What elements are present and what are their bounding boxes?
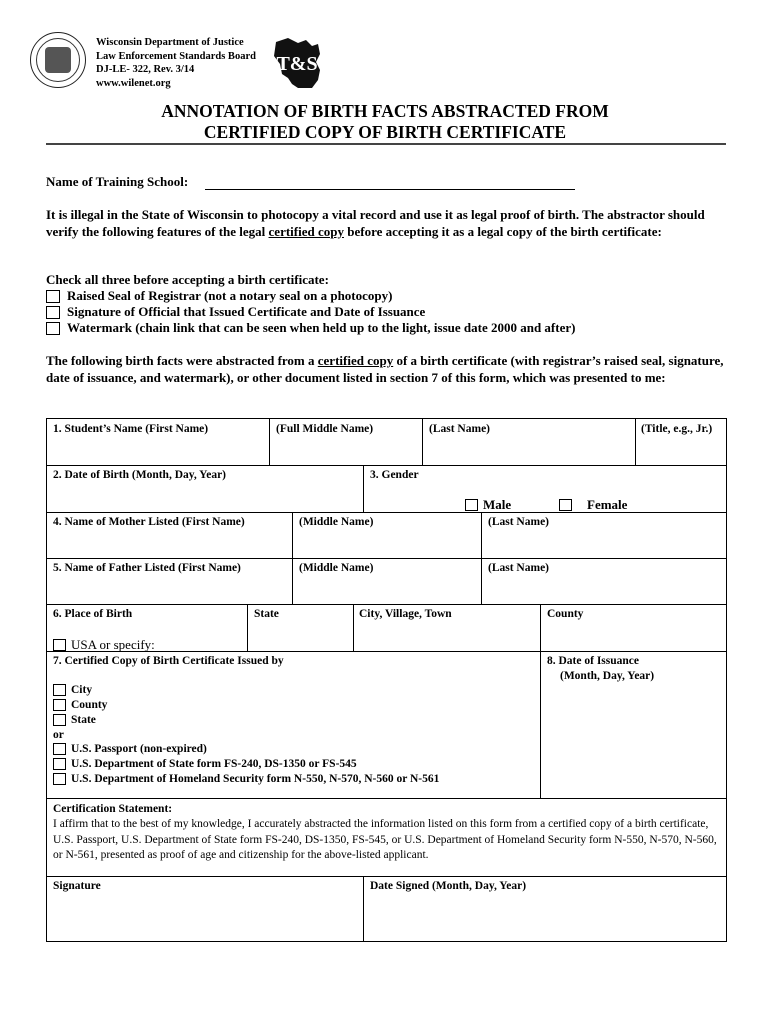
birth-county-label: County <box>547 608 584 620</box>
wisconsin-ts-logo <box>268 34 328 94</box>
certification-heading: Certification Statement: <box>53 803 173 815</box>
father-last-name-label: (Last Name) <box>488 562 549 574</box>
title-rule <box>46 143 726 145</box>
checkbox[interactable] <box>559 499 572 511</box>
issuance-date-format: (Month, Day, Year) <box>560 670 655 682</box>
form-title-line-1: ANNOTATION OF BIRTH FACTS ABSTRACTED FROM <box>161 101 609 121</box>
checkbox[interactable] <box>53 639 66 651</box>
usa-or-specify-option[interactable]: USA or specify: <box>53 637 155 652</box>
checkbox[interactable] <box>46 306 60 319</box>
mother-first-name-label: 4. Name of Mother Listed (First Name) <box>53 516 245 528</box>
checkbox[interactable] <box>46 290 60 303</box>
issued-by-city-option[interactable]: City <box>53 682 92 697</box>
student-title-label: (Title, e.g., Jr.) <box>641 423 713 435</box>
board-name: Law Enforcement Standards Board <box>96 50 256 62</box>
student-first-name-label: 1. Student’s Name (First Name) <box>53 423 209 435</box>
abstract-statement: The following birth facts were abstracted from a certified copy of a birth certificate (with registrar’s raised seal, signature, date of issuance, and watermark), or other document listed in section 7 of this form, which was presented to me: <box>46 353 724 385</box>
form-title-line-2: CERTIFIED COPY OF BIRTH CERTIFICATE <box>203 122 567 142</box>
dhs-form-option[interactable]: U.S. Department of Homeland Security form N-550, N-570, N-560 or N-561 <box>53 771 439 786</box>
place-of-birth-label: 6. Place of Birth <box>53 608 133 620</box>
mother-last-name-label: (Last Name) <box>488 516 549 528</box>
birth-state-label: State <box>254 608 279 620</box>
us-passport-option[interactable]: U.S. Passport (non-expired) <box>53 741 207 756</box>
gender-label: 3. Gender <box>370 469 419 481</box>
checkbox[interactable] <box>53 684 66 696</box>
issued-by-label: 7. Certified Copy of Birth Certificate Issued by <box>53 655 284 667</box>
website: www.wilenet.org <box>96 77 171 89</box>
birth-facts-table <box>46 418 727 942</box>
checklist-item-raised-seal[interactable]: Raised Seal of Registrar (not a notary seal on a photocopy) <box>46 288 392 304</box>
agency-name: Wisconsin Department of Justice <box>96 37 244 48</box>
student-middle-name-label: (Full Middle Name) <box>276 423 374 435</box>
gender-female-option[interactable]: Female <box>559 497 627 512</box>
form-number: DJ-LE- 322, Rev. 3/14 <box>96 64 195 75</box>
birth-city-label: City, Village, Town <box>359 608 452 620</box>
date-of-birth-label: 2. Date of Birth (Month, Day, Year) <box>53 469 227 481</box>
father-middle-name-label: (Middle Name) <box>299 562 374 574</box>
checklist-heading: Check all three before accepting a birth certificate: <box>46 272 329 287</box>
certification-statement: I affirm that to the best of my knowledge, I accurately abstracted the information listed on this form from a certified copy of a birth certificate, U.S. Passport, U.S. Department of State form FS-240, DS-1350, FS-545, or U.S. Department of Homeland Security form N-550, N-570, N-560, or N-561, presented as proof of age and citizenship for the above-listed applicant. <box>53 818 717 861</box>
issued-by-state-option[interactable]: State <box>53 712 96 727</box>
mother-middle-name-label: (Middle Name) <box>299 516 374 528</box>
issuance-date-label: 8. Date of Issuance <box>547 655 639 667</box>
checklist-item-signature[interactable]: Signature of Official that Issued Certificate and Date of Issuance <box>46 304 425 320</box>
checkbox[interactable] <box>53 743 66 755</box>
warning-paragraph: It is illegal in the State of Wisconsin to photocopy a vital record and use it as legal proof of birth. The abstractor should verify the following features of the legal certified copy before accepting it as a legal copy of the birth certificate: <box>46 207 705 239</box>
checkbox[interactable] <box>53 714 66 726</box>
father-first-name-label: 5. Name of Father Listed (First Name) <box>53 562 241 574</box>
checklist-item-watermark[interactable]: Watermark (chain link that can be seen when held up to the light, issue date 2000 and after) <box>46 320 575 336</box>
certified-copy-term: certified copy <box>268 223 344 239</box>
issued-by-county-option[interactable]: County <box>53 697 107 712</box>
signature-label: Signature <box>53 880 101 892</box>
svg-text:T&S: T&S <box>276 53 318 75</box>
or-label: or <box>53 729 64 741</box>
checkbox[interactable] <box>53 758 66 770</box>
date-signed-label: Date Signed (Month, Day, Year) <box>370 880 527 892</box>
dos-form-option[interactable]: U.S. Department of State form FS-240, DS-1350 or FS-545 <box>53 756 357 771</box>
training-school-field[interactable] <box>205 189 575 190</box>
checkbox[interactable] <box>53 699 66 711</box>
training-school-label: Name of Training School: <box>46 174 189 189</box>
checkbox[interactable] <box>465 499 478 511</box>
gender-male-option[interactable]: Male <box>465 497 511 512</box>
agency-header <box>96 36 256 90</box>
student-last-name-label: (Last Name) <box>429 423 490 435</box>
state-seal-image <box>30 32 86 88</box>
checkbox[interactable] <box>53 773 66 785</box>
checkbox[interactable] <box>46 322 60 335</box>
